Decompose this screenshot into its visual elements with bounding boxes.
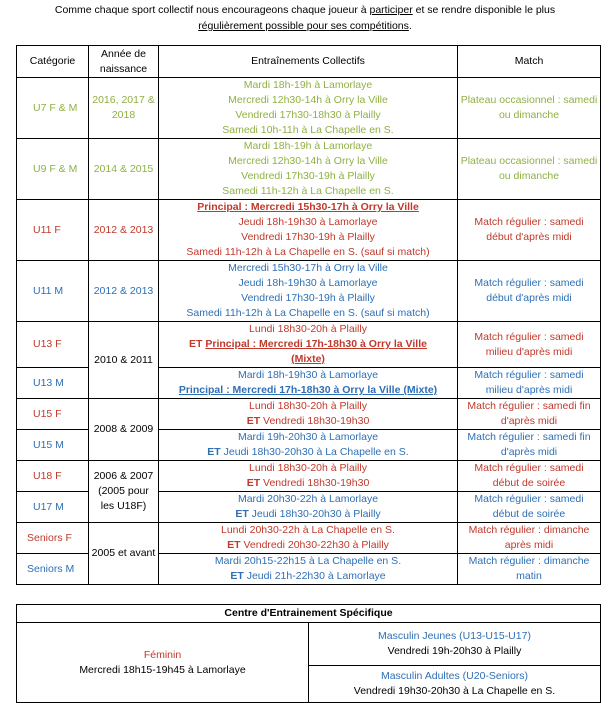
feminin-time: Mercredi 18h15-19h45 à Lamorlaye <box>79 663 246 676</box>
jeunes-time: Vendredi 19h-20h30 à Plailly <box>387 645 522 657</box>
training-line: Mardi 19h-20h30 à Lamorlaye <box>237 431 379 443</box>
training-line: Jeudi 18h-19h30 à Lamorlaye <box>238 277 378 289</box>
match-cell: Match régulier : samedi milieu d'après midi <box>458 322 601 368</box>
training-line: Mardi 20h15-22h15 à La Chapelle en S. <box>214 555 402 567</box>
table-row <box>17 461 601 492</box>
training-cell <box>159 430 458 461</box>
jeunes-label: Masculin Jeunes (U13-U15-U17) <box>378 630 531 642</box>
et-label: ET <box>189 338 203 350</box>
training-line: Vendredi 17h30-18h30 à Plailly <box>235 109 381 121</box>
match-cell: Match régulier : samedi début de soirée <box>458 461 601 492</box>
category-cell: U11 F <box>17 200 89 261</box>
match-cell: Match régulier : samedi fin d'après midi <box>458 399 601 430</box>
training-line: Lundi 18h30-20h à Plailly <box>249 462 367 474</box>
header-annee: Année de naissance <box>89 46 159 78</box>
match-cell: Match régulier : samedi début d'après midi <box>458 200 601 261</box>
intro-text <box>20 2 590 34</box>
match-cell: Match régulier : samedi début d'après midi <box>458 261 601 322</box>
training-line: Samedi 11h-12h à La Chapelle en S. <box>222 185 394 197</box>
schedule-table <box>16 45 601 585</box>
training-cell <box>159 200 458 261</box>
et-label: ET <box>246 477 261 489</box>
table-row <box>17 139 601 200</box>
masculin-jeunes-cell <box>309 623 601 666</box>
training-cell <box>159 139 458 200</box>
training-cell <box>159 399 458 430</box>
et-label: ET <box>207 446 221 458</box>
training-cell <box>159 554 458 585</box>
intro-part: . <box>408 20 412 32</box>
table-row <box>17 399 601 430</box>
table-row <box>17 78 601 139</box>
training-cell <box>159 523 458 554</box>
year-cell: 2005 et avant <box>89 523 159 585</box>
intro-underlined: régulièrement possible pour ses compétitions <box>198 20 409 32</box>
adultes-label: Masculin Adultes (U20-Seniors) <box>380 670 529 682</box>
year-cell: 2012 & 2013 <box>89 200 159 261</box>
training-cell <box>159 461 458 492</box>
principal-training: Principal : Mercredi 17h-18h30 à Orry la Ville (Mixte) <box>178 384 438 396</box>
category-cell: U7 F & M <box>17 78 89 139</box>
training-line: Mardi 18h-19h30 à Lamorlaye <box>237 369 379 381</box>
intro-part: Comme chaque sport collectif nous encourageons chaque joueur à <box>54 4 370 16</box>
training-line: Lundi 18h30-20h à Plailly <box>249 323 367 335</box>
table-row <box>17 261 601 322</box>
match-cell: Match régulier : samedi fin d'après midi <box>458 430 601 461</box>
training-line: Vendredi 18h30-19h30 <box>260 477 370 489</box>
training-line: Mercredi 12h30-14h à Orry la Ville <box>228 94 388 106</box>
training-line: Samedi 11h-12h à La Chapelle en S. (sauf si match) <box>186 246 430 258</box>
adultes-time: Vendredi 19h30-20h30 à La Chapelle en S. <box>353 685 556 697</box>
training-line: Vendredi 17h30-19h à Plailly <box>241 231 375 243</box>
match-cell: Match régulier : samedi début de soirée <box>458 492 601 523</box>
category-cell: U11 M <box>17 261 89 322</box>
header-row <box>17 46 601 78</box>
header-entrainements: Entraînements Collectifs <box>159 46 458 78</box>
training-line: Mardi 20h30-22h à Lamorlaye <box>237 493 379 505</box>
feminin-cell <box>17 623 309 703</box>
intro-part: et se rendre disponible le plus <box>412 4 556 16</box>
match-cell: Match régulier : samedi milieu d'après midi <box>458 368 601 399</box>
category-cell: U18 F <box>17 461 89 492</box>
training-line: Mercredi 15h30-17h à Orry la Ville <box>228 262 388 274</box>
header-match: Match <box>458 46 601 78</box>
year-cell: 2008 & 2009 <box>89 399 159 461</box>
et-label: ET <box>230 570 244 582</box>
table-row <box>17 523 601 554</box>
match-cell: Match régulier : dimanche matin <box>458 554 601 585</box>
category-cell: U9 F & M <box>17 139 89 200</box>
centre-title: Centre d'Entrainement Spécifique <box>17 605 601 623</box>
et-label: ET <box>235 508 249 520</box>
centre-table <box>16 604 601 703</box>
category-cell: Seniors M <box>17 554 89 585</box>
match-cell: Match régulier : dimanche après midi <box>458 523 601 554</box>
category-cell: U15 M <box>17 430 89 461</box>
training-line: Samedi 11h-12h à La Chapelle en S. (sauf si match) <box>186 307 430 319</box>
training-line: Jeudi 18h-19h30 à Lamorlaye <box>238 216 378 228</box>
year-cell: 2014 & 2015 <box>89 139 159 200</box>
category-cell: Seniors F <box>17 523 89 554</box>
training-line: Vendredi 18h30-19h30 <box>260 415 370 427</box>
training-line: Mardi 18h-19h à Lamorlaye <box>243 79 373 91</box>
year-cell: 2006 & 2007 (2005 pour les U18F) <box>89 461 159 523</box>
training-line: Jeudi 18h30-20h30 à Plailly <box>248 508 381 520</box>
match-cell: Plateau occasionnel : samedi ou dimanche <box>458 78 601 139</box>
training-line: Samedi 10h-11h à La Chapelle en S. <box>222 124 394 136</box>
year-cell: 2016, 2017 & 2018 <box>89 78 159 139</box>
table-row <box>17 200 601 261</box>
intro-underlined: participer <box>369 4 413 16</box>
training-line: Vendredi 17h30-19h à Plailly <box>241 292 375 304</box>
masculin-adultes-cell <box>309 666 601 703</box>
training-line: Lundi 18h30-20h à Plailly <box>249 400 367 412</box>
category-cell: U13 M <box>17 368 89 399</box>
category-cell: U15 F <box>17 399 89 430</box>
training-cell <box>159 78 458 139</box>
training-line: Mercredi 12h30-14h à Orry la Ville <box>228 155 388 167</box>
category-cell: U13 F <box>17 322 89 368</box>
training-line: Mardi 18h-19h à Lamorlaye <box>243 140 373 152</box>
training-cell <box>159 322 458 368</box>
training-cell <box>159 492 458 523</box>
training-cell <box>159 261 458 322</box>
match-cell: Plateau occasionnel : samedi ou dimanche <box>458 139 601 200</box>
principal-training: Principal : Mercredi 17h-18h30 à Orry la Ville <box>205 338 427 350</box>
training-line: Jeudi 18h30-20h30 à La Chapelle en S. <box>220 446 409 458</box>
training-line: Lundi 20h30-22h à La Chapelle en S. <box>221 524 395 536</box>
header-categorie: Catégorie <box>17 46 89 78</box>
mixte-label: (Mixte) <box>291 353 325 365</box>
et-label: ET <box>246 415 261 427</box>
training-line: Jeudi 21h-22h30 à Lamorlaye <box>243 570 386 582</box>
principal-training: Principal : Mercredi 15h30-17h à Orry la Ville <box>197 201 419 213</box>
feminin-label: Féminin <box>143 648 182 661</box>
et-label: ET <box>227 539 241 551</box>
training-cell <box>159 368 458 399</box>
training-line: Vendredi 17h30-19h à Plailly <box>241 170 375 182</box>
year-cell: 2010 & 2011 <box>89 322 159 399</box>
category-cell: U17 M <box>17 492 89 523</box>
year-cell: 2012 & 2013 <box>89 261 159 322</box>
training-line: Vendredi 20h30-22h30 à Plailly <box>240 539 389 551</box>
table-row <box>17 322 601 368</box>
